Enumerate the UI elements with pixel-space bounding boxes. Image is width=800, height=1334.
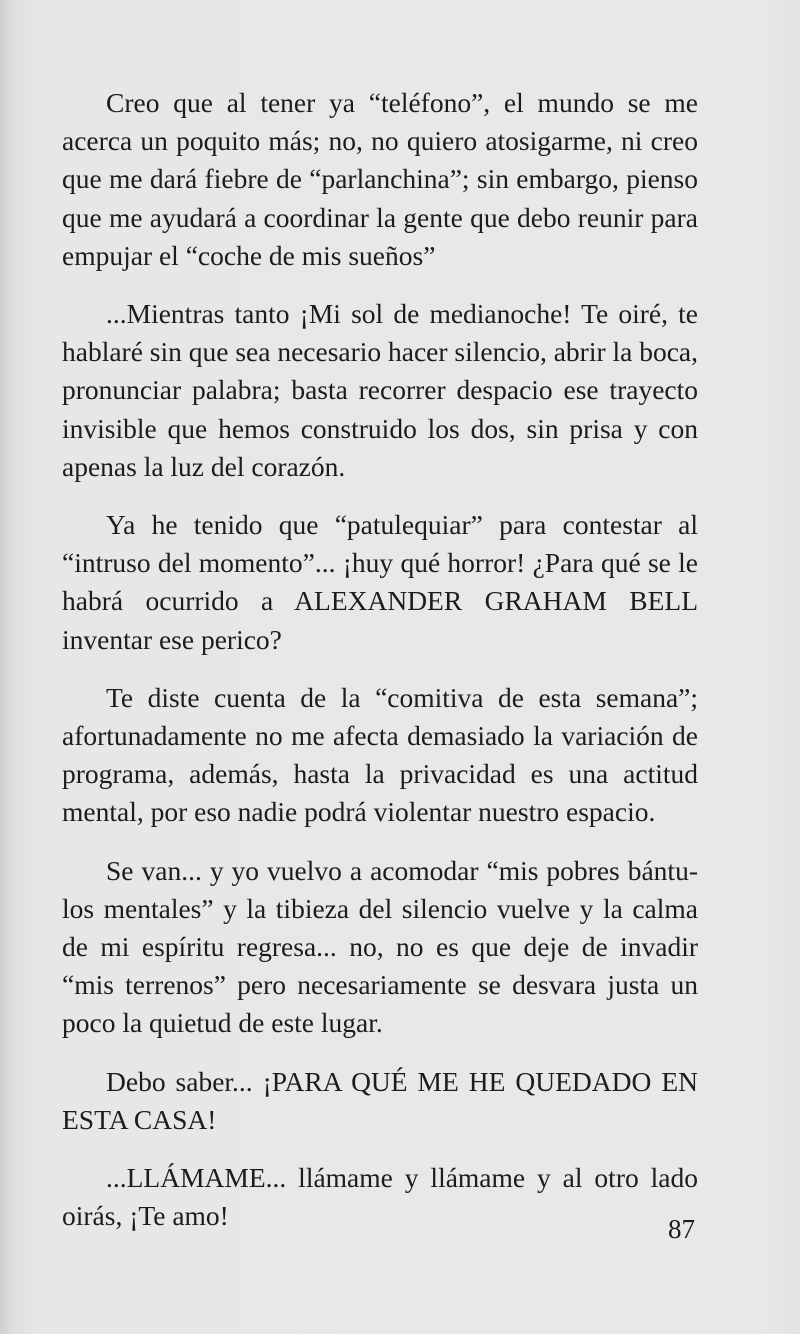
paragraph-5: Se van... y yo vuelvo a acomodar “mis pobres bántulos mentales” y la tibieza del silencio vuelve y la calma de mi espíritu regresa... no, no es que deje de invadir “mis terrenos” pero necesariamente se desvara justa un poco la quietud de este lugar. <box>62 854 698 1039</box>
paragraph-1: Creo que al tener ya “teléfono”, el mundo se me acerca un poquito más; no, no quiero atosigarme, ni creo que me dará fiebre de “parlanchina”; sin embargo, pienso que me ayudará a coordinar la gente que debo reunir para empujar el “coche de mis sueños” <box>62 87 698 271</box>
paragraph-4: Te diste cuenta de la “comitiva de esta semana”; afortunadamente no me afecta demasiado la variación de programa, además, hasta la privacidad es una actitud mental, por eso nadie podrá violentar nuestro espacio. <box>62 681 698 828</box>
paragraph-3: Ya he tenido que “patulequiar” para contestar al “intruso del momento”... ¡huy qué horror! ¿Para qué se le habrá ocurrido a ALEXANDER GRAHAM BELL inventar ese perico? <box>62 509 698 655</box>
paragraph-7: ...LLÁMAME... llámame y llámame y al otro lado oirás, ¡Te amo! <box>62 1162 698 1232</box>
page-number: 87 <box>668 1214 695 1244</box>
paragraph-2: ...Mientras tanto ¡Mi sol de medianoche! Te oiré, te hablaré sin que sea necesario hacer silencio, abrir la boca, pronunciar palabra; basta recorrer despacio ese trayecto invisible que hemos construido los dos, sin prisa y con apenas la luz del corazón. <box>62 298 699 482</box>
body-text <box>62 84 698 1255</box>
paragraph-6: Debo saber... ¡PARA QUÉ ME HE QUEDADO EN ESTA CASA! <box>62 1065 698 1135</box>
